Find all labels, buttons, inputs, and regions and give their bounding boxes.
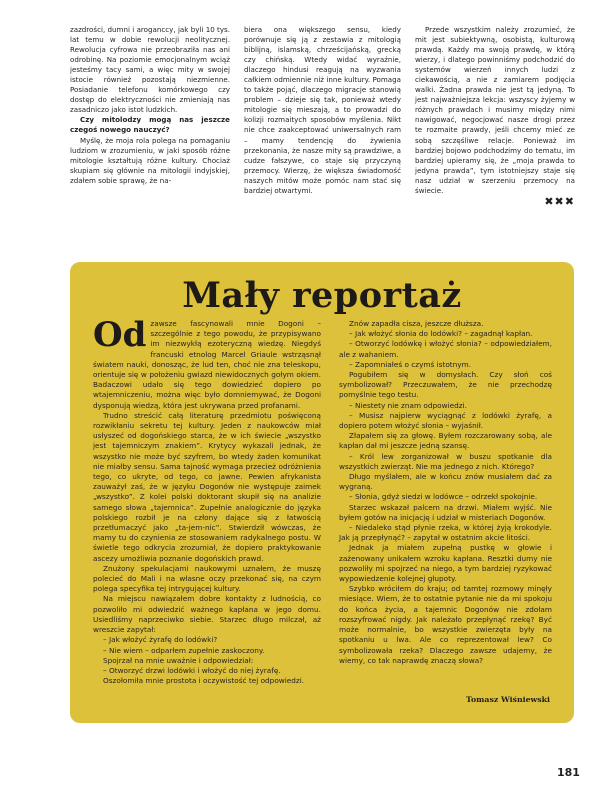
page-number: 181 xyxy=(557,766,580,779)
report-paragraph: Znów zapadła cisza, jeszcze dłuższa. xyxy=(349,319,484,328)
report-dialogue: – Otworzyć drzwi lodówki i włożyć do niej żyrafę. xyxy=(103,665,281,675)
report-column-1 xyxy=(93,315,321,686)
report-dialogue: – Nie wiem – odparłem zupełnie zaskoczony. xyxy=(103,645,265,655)
report-dialogue: – Jak włożyć słonia do lodówki? – zagadnął kapłan. xyxy=(349,329,533,339)
report-dialogue: – Król lew zorganizował w buszu spotkanie dla wszystkich zwierząt. Nie ma jednego z nich. Którego? xyxy=(339,451,552,471)
report-paragraph: Oszołomiła mnie prostota i oczywistość tej odpowiedzi. xyxy=(103,676,305,686)
interview-answer: Myślę, że moja rola polega na pomaganiu ludziom w zrozumieniu, w jaki sposób różne mitologie kształtują różne kultury. Chociaż skupiam się głównie na mitologii indyjskiej, zdałem sobie sprawę, że na- xyxy=(70,135,230,185)
report-paragraph: Starzec wskazał palcem na drzwi. Miałem wyjść. Nie byłem gotów na inicjację i udział w misteriach Dogonów. xyxy=(339,502,552,522)
column2-paragraph: biera ona większego sensu, kiedy porównuje się ją z zestawia z mitologią biblijną, islamską, chrześcijańską, grecką czy chińską. Wtedy widać wyraźnie, dlaczego hindusi reagują na wyzwania całkiem odmiennie niż inne kultury. Pomaga to także pojąć, dlaczego migracje stanowią problem – dzieje się tak, ponieważ wtedy mitologie się mieszają, a to prowadzi do kolizji rozmaitych sposobów myślenia. Nikt nie chce zaakceptować uniwersalnych ram – mamy tendencję do żywienia przekonania, że nasze mity są prawdziwe, a cudze fałszywe, co staje się przyczyną przemocy. Wierzę, że większa świadomość naszych mitów może pomóc nam stać się bardziej otwartymi. xyxy=(244,25,401,195)
article-column-1 xyxy=(70,25,230,186)
report-box xyxy=(70,262,574,723)
report-dialogue: – Zapomniałeś o czymś istotnym. xyxy=(349,359,472,369)
report-dialogue: – Słonia, gdyż siedzi w lodówce – odrzekł spokojnie. xyxy=(349,492,538,502)
report-paragraph: Jednak ja miałem zupełną pustkę w głowie i zażenowany unikałem wzroku kapłana. Resztki dumy nie pozwoliły mi spojrzeć na niego, a tym bardziej ryzykować wypowiedzenie kolejnej głupoty. xyxy=(339,543,552,584)
report-paragraph: Trudno streścić całą literaturę przedmiotu poświęconą rozwikłaniu sekretu tej kultury. Jeden z naukowców miał usłyszeć od dogońskiego starca, że w ich świecie „wszystko jest tajemniczym znakiem”. Krytycy wykazali jednak, że wszystko nie może być szyfrem, bo wtedy żaden komunikat nie miałby sensu. Sama tajność wymaga przecież odróżnienia tego, co ukryte, od tego, co jawne. Pewien afrykanista zauważył zaś, że w języku Dogonów nie występuje zaimek „wszystko”. Z kolei polski doktorant skupił się na analizie samego słowa „tajemnica”. Zupełnie analogicznie do języka polskiego rozbił je na człony dające się z łatwością przetłumaczyć jako „ta-jem-nic”. Stwierdził wówczas, że mamy tu do czynienia ze stosowaniem radykalnego postu. W świetle tego odkrycia zrozumiał, że dopiero praktykowanie ascezy umożliwia poznanie dogońskich prawd. xyxy=(93,410,321,563)
interview-question: Czy mitolodzy mogą nas jeszcze czegoś nowego nauczyć? xyxy=(70,115,230,135)
drop-cap: Od xyxy=(93,315,147,355)
report-paragraph: Od zawsze fascynowali mnie Dogoni – szczególnie z tego powodu, że przypisywano im niezwykłą ezoteryczną wiedzę. Niegdyś francuski etnolog Marcel Griaule wstrząsnął światem nauki, donosząc, że lud ten, choć nie zna teleskopu, orientuje się w położeniu gwiazd niewidocznych gołym okiem. Badaczowi udało się tego dowiedzieć dopiero po wtajemniczeniu, można więc było domniemywać, że Dogoni dysponują wiedzą, która jest ukrywana przed profanami. xyxy=(93,315,321,410)
report-column-2 xyxy=(339,319,552,666)
report-paragraph: Znużony spekulacjami naukowymi uznałem, że muszę polecieć do Mali i na własne oczy przekonać się, na czym polega specyfika tej intrygującej kultury. xyxy=(93,563,321,594)
report-dialogue: – Niedaleko stąd płynie rzeka, w której żyją krokodyle. Jak ją przepłynąć? – zapytał w ostatnim akcie litości. xyxy=(339,523,552,543)
column1-paragraph: zazdrości, dumni i aroganccy, jak byli 10 tys. lat temu w dobie rewolucji neolitycznej. Rewolucja cyfrowa nie przeobraziła nas ani odrobinę. Na poziomie emocjonalnym wciąż jesteśmy tacy sami, a więc mity w swojej istocie również pozostają niezmienne. Posiadanie telefonu komórkowego czy dostęp do elektryczności nie zmieniają nas zasadniczo jako istot ludzkich. xyxy=(70,25,230,115)
report-dialogue: – Otworzyć lodówkę i włożyć słonia? – odpowiedziałem, ale z wahaniem. xyxy=(339,339,552,359)
report-dialogue: – Niestety nie znam odpowiedzi. xyxy=(349,400,467,410)
report-paragraph: Złapałem się za głowę. Byłem rozczarowany sobą, ale kapłan dał mi jeszcze jedną szansę. xyxy=(339,431,552,451)
end-mark-icon: ✖✖✖ xyxy=(544,194,575,208)
report-paragraph: Pogubiłem się w domysłach. Czy słoń coś symbolizował? Przeczuwałem, że nie przechodzę pomyślnie tego testu. xyxy=(339,370,552,400)
report-paragraph: Na miejscu nawiązałem dobre kontakty z ludnością, co pozwoliło mi odwiedzić ważnego kapłana w jego domu. Usiedliśmy naprzeciwko siebie. Starzec długo milczał, aż wreszcie zapytał: xyxy=(93,594,321,635)
report-paragraph: Spojrzał na mnie uważnie i odpowiedział: xyxy=(103,655,254,665)
article-column-2 xyxy=(244,25,401,196)
column3-paragraph: Przede wszystkim należy zrozumieć, że mit jest subiektywną, osobistą, kulturową prawdą. Każdy ma swoją prawdę, w którą wierzy, i dlatego powinniśmy podchodzić do systemów wierzeń innych ludzi z ciekawością, a nie z zamiarem podjęcia walki. Żadna prawda nie jest tą jedyną. To jest najważniejsza lekcja: wszyscy żyjemy w różnych prawdach i musimy między nimi nawigować, negocjować nasze drogi przez te rozmaite prawdy, jeśli chcemy mieć ze sobą szczęśliwe relacje. Ponieważ im bardziej bojowo podchodzimy do tematu, im bardziej upieramy się, że „moja prawda to jedyna prawda”, tym istotniejszy staje się nasz udział w szerzeniu przemocy na świecie. xyxy=(415,25,575,195)
report-paragraph: Długo myślałem, ale w końcu znów musiałem dać za wygraną. xyxy=(339,472,552,492)
report-paragraph: Szybko wróciłem do kraju; od tamtej rozmowy minęły miesiące. Wiem, że to ostatnie pytanie nie da mi spokoju do końca życia, a tajemnic Dogonów nie zdołam rozszyfrować nigdy. Jak należało przepłynąć rzekę? Być może normalnie, bo wszystkie zwierzęta były na spotkaniu u lwa. Ale co reprezentował lew? Co symbolizowała rzeka? Dlaczego zawsze udajemy, że wiemy, co tak naprawdę znaczą słowa? xyxy=(339,584,552,665)
author-signature: Tomasz Wiśniewski xyxy=(466,695,550,704)
report-dialogue: – Jak włożyć żyrafę do lodówki? xyxy=(103,635,218,645)
report-dialogue: – Musisz najpierw wyciągnąć z lodówki żyrafę, a dopiero potem włożyć słonia – wyjaśnił. xyxy=(339,410,552,431)
report-title: Mały reportaż xyxy=(182,275,462,316)
article-column-3 xyxy=(415,25,575,207)
